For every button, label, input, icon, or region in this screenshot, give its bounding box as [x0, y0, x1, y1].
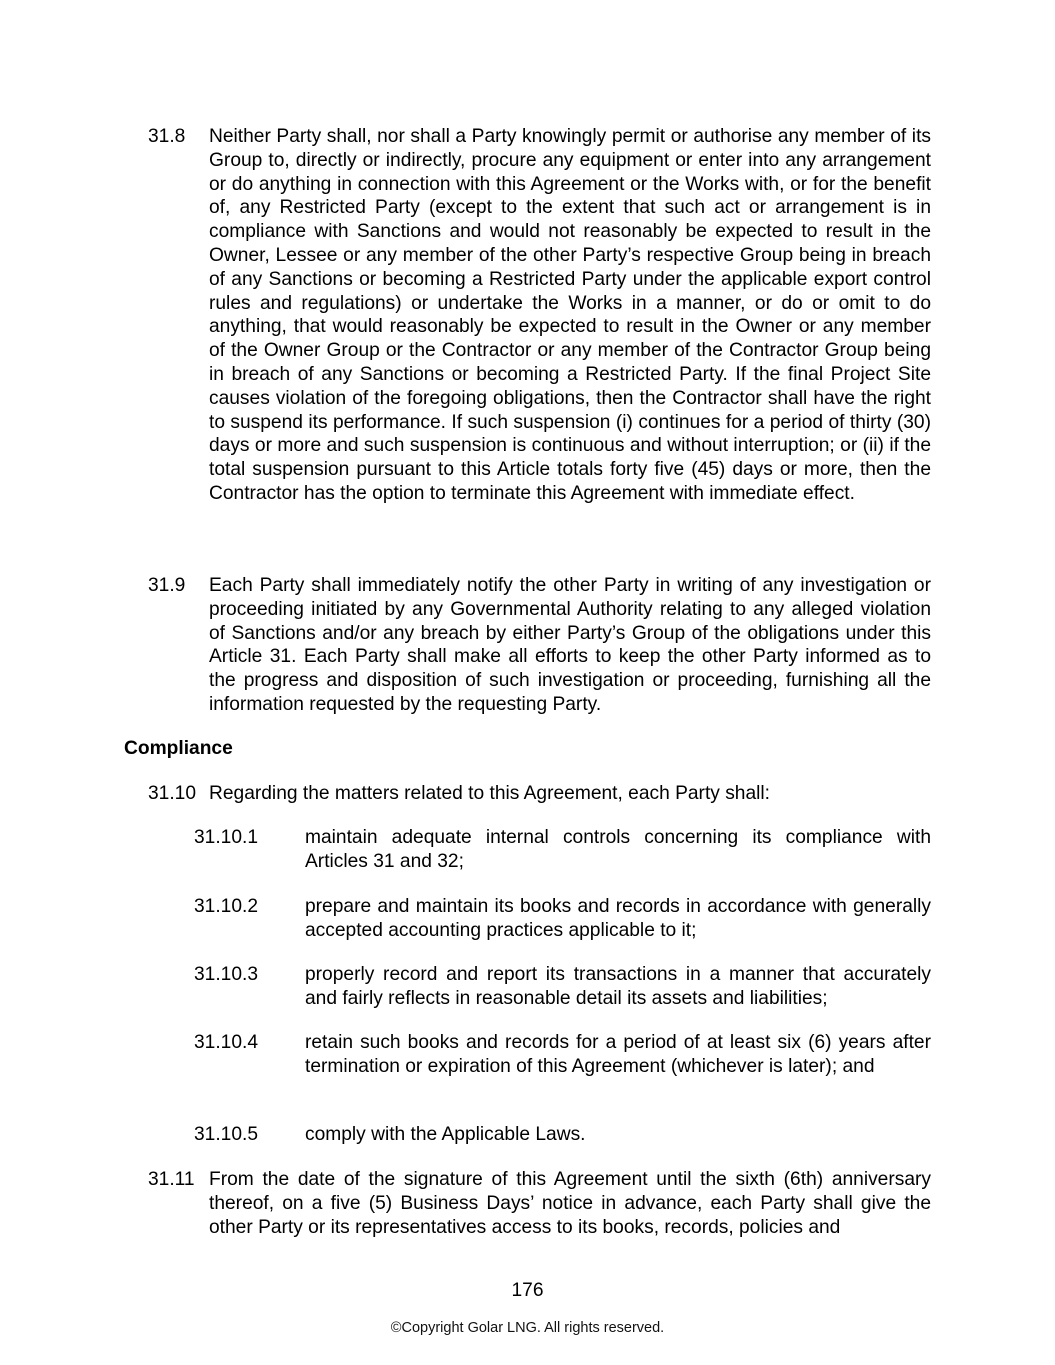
- page-number: 176: [511, 1280, 544, 1301]
- clause-text: Neither Party shall, nor shall a Party knowingly permit or authorise any member of its Group to, directly or indirectly, procure any equipment or enter into any arrangement or do anything in connection with this Agreement or the Works with, or for the benefit of, any Restricted Party (except to the extent that such act or arrangement is in compliance with Sanctions and would not reasonably be expected to result in the Owner, Lessee or any member of the other Party’s respective Group being in breach of any Sanctions or becoming a Restricted Party under the applicable export control rules and regulations) or undertake the Works in a manner, or do or omit to do anything, that would reasonably be expected to result in the Owner or any member of the Owner Group or the Contractor or any member of the Contractor Group being in breach of any Sanctions or becoming a Restricted Party. If the final Project Site causes violation of the foregoing obligations, then the Contractor shall have the right to suspend its performance. If such suspension (i) continues for a period of thirty (30) days or more and such suspension is continuous and without interruption; or (ii) if the total suspension pursuant to this Article totals forty five (45) days or more, then the Contractor has the option to terminate this Agreement with immediate effect.: [209, 126, 931, 504]
- subclause-number: 31.10.1: [194, 827, 259, 848]
- subclause-text: retain such books and records for a period of at least six (6) years after termination or expiration of this Agreement (whichever is later); and: [305, 1032, 931, 1077]
- subclause-31-10-2: [194, 895, 931, 943]
- clause-31-9: [148, 574, 931, 717]
- clause-number: 31.11: [148, 1169, 195, 1190]
- clause-text: Regarding the matters related to this Agreement, each Party shall:: [209, 783, 770, 804]
- clause-number: 31.8: [148, 126, 186, 147]
- subclause-text: properly record and report its transactions in a manner that accurately and fairly reflects in reasonable detail its assets and liabilities;: [305, 964, 931, 1009]
- subclause-text: maintain adequate internal controls concerning its compliance with Articles 31 and 32;: [305, 827, 931, 872]
- subclause-text: prepare and maintain its books and records in accordance with generally accepted accounting practices applicable to it;: [305, 896, 931, 941]
- section-heading: Compliance: [124, 738, 233, 759]
- clause-31-11: [148, 1168, 931, 1239]
- subclause-number: 31.10.2: [194, 896, 259, 917]
- copyright-footer: ©Copyright Golar LNG. All rights reserved.: [390, 1320, 665, 1336]
- subclause-number: 31.10.3: [194, 964, 259, 985]
- clause-31-10: [148, 782, 931, 806]
- clause-text: From the date of the signature of this Agreement until the sixth (6th) anniversary thereof, on a five (5) Business Days’ notice in advance, each Party shall give the other Party or its representatives access to its books, records, policies and: [209, 1169, 931, 1238]
- clause-number: 31.10: [148, 783, 197, 804]
- clause-text: Each Party shall immediately notify the other Party in writing of any investigation or proceeding initiated by any Governmental Authority relating to any alleged violation of Sanctions and/or any breach by either Party’s Group of the obligations under this Article 31. Each Party shall make all efforts to keep the other Party informed as to the progress and disposition of such investigation or proceeding, furnishing all the information requested by the requesting Party.: [209, 575, 931, 715]
- clause-number: 31.9: [148, 575, 186, 596]
- subclause-number: 31.10.5: [194, 1124, 259, 1145]
- subclause-31-10-3: [194, 963, 931, 1011]
- clause-31-8: [148, 125, 931, 506]
- subclause-31-10-5: [194, 1123, 931, 1147]
- subclause-31-10-1: [194, 826, 931, 874]
- subclause-number: 31.10.4: [194, 1032, 259, 1053]
- subclause-31-10-4: [194, 1031, 931, 1079]
- subclause-text: comply with the Applicable Laws.: [305, 1124, 586, 1145]
